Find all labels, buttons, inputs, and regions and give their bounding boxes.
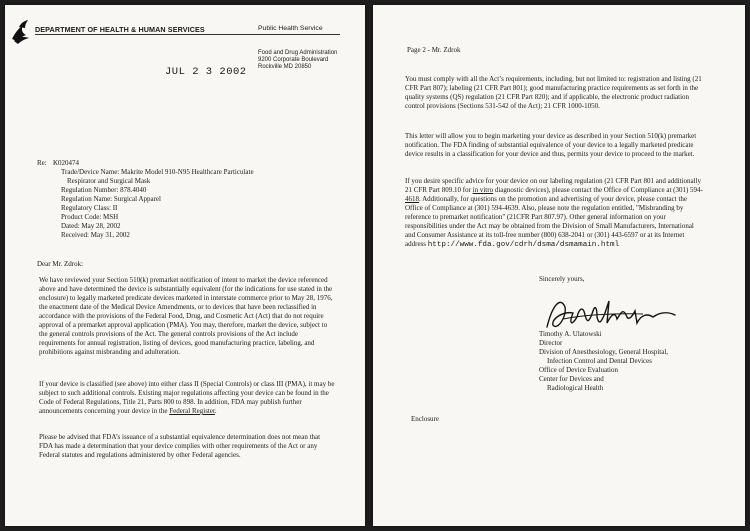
para3-text-a: If you desire specific advice for your device on our labeling regulation (21 CFR Part 801 and additionally 21 CFR Part 809.10 for xyxy=(405,177,702,194)
date-stamp: JUL 2 3 2002 xyxy=(165,66,247,78)
reference-line: Trade/Device Name: Makrite Model 910-N95 Healthcare Particulate xyxy=(61,168,254,176)
reference-line: Product Code: MSH xyxy=(61,213,119,221)
page-2-header: Page 2 - Mr. Zdrok xyxy=(407,46,461,54)
agency-address xyxy=(258,50,337,72)
reference-line: Regulation Number: 878.4040 xyxy=(61,186,147,194)
signer-center: Radiological Health xyxy=(547,384,604,392)
paragraph-2 xyxy=(39,380,335,416)
address-line: Food and Drug Administration xyxy=(258,50,338,56)
reference-line: Regulation Name: Surgical Apparel xyxy=(61,195,161,203)
signer-center: Center for Devices and xyxy=(539,375,604,383)
address-line: Rockville MD 20850 xyxy=(258,64,312,71)
hhs-eagle-logo-icon xyxy=(9,17,33,45)
header-rule xyxy=(35,34,340,35)
letter-page-2 xyxy=(373,5,745,526)
paragraph-2-text: If your device is classified (see above) into either class II (Special Controls) or class III (PMA), it may be subject to such additional controls. Existing major regulations affecting your device can be found in the Code of Federal Regulations, Title 21, Parts 800 to 898. In addition, FDA may publish further announcements concerning your device in the xyxy=(39,380,335,415)
reference-line: Regulatory Class: II xyxy=(61,204,118,212)
in-vitro-underlined: in vitro xyxy=(472,186,494,194)
phone-suffix-underlined: 4618 xyxy=(405,195,419,203)
reference-line: K020474 xyxy=(53,159,80,167)
signer-office: Office of Device Evaluation xyxy=(539,366,618,374)
signer-title: Director xyxy=(539,339,563,347)
reference-line: Respirator and Surgical Mask xyxy=(67,177,151,185)
dsma-web-link[interactable]: http://www.fda.gov/cdrh/dsma/dsmamain.html xyxy=(427,241,620,249)
signer-name: Timothy A. Ulatowski xyxy=(539,330,602,338)
para3-text-c: . Additionally, for questions on the promotion and advertising of your device, please contact the Office of Compliance at (301) 594-4639. Also, please note the regulation entitled, "Misbranding by reference to premarket notification" (21CFR Part 807.97). Other general information on your responsibilities under the Act may be obtained from the Division of Small Manufacturers, International and Consumer Assistance at its toll-free number (800) 638-2041 or (301) 443-6597 or at its Internet address xyxy=(405,195,694,248)
re-label: Re: xyxy=(37,159,47,167)
page-2-paragraph-1: You must comply with all the Act’s requirements, including, but not limited to: registration and listing (21 CFR Part 807); labeling (21 CFR Part 801); good manufacturing practice requirements as set forth in the quality systems (QS) regulation (21 CFR Part 820); and if applicable, the electronic product radiation control provisions (Sections 531-542 of the Act); 21 CFR 1000-1050. xyxy=(405,75,702,110)
signer-division: Division of Anesthesiology, General Hospital, xyxy=(539,348,669,356)
paragraph-1: We have reviewed your Section 510(k) premarket notification of intent to market the device referenced above and have determined the device is substantially equivalent (for the indications for use stated in the enclosure) to legally marketed predicate devices marketed in interstate commerce prior to May 28, 1976, the enactment date of the Medical Device Amendments, or to devices that have been reclassified in accordance with the provisions of the Federal Food, Drug, and Cosmetic Act (Act) that do not require approval of a premarket approval application (PMA). You may, therefore, market the device, subject to the general controls provisions of the Act. The general controls provisions of the Act include requirements for annual registration, listing of devices, good manufacturing practice, labeling, and prohibitions against misbranding and adulteration. xyxy=(39,276,333,356)
paragraph-2-end: . xyxy=(214,407,217,415)
signer-block xyxy=(539,330,668,393)
signer-division: Infection Control and Dental Devices xyxy=(547,357,652,365)
reference-line: Received: May 31, 2002 xyxy=(61,231,130,239)
department-heading: DEPARTMENT OF HEALTH & HUMAN SERVICES xyxy=(35,25,205,34)
salutation: Dear Mr. Zdrok: xyxy=(37,260,84,268)
page-2-paragraph-3 xyxy=(405,177,705,250)
handwritten-signature-icon xyxy=(543,293,683,335)
address-line: 9200 Corporate Boulevard xyxy=(258,57,329,64)
paragraph-3: Please be advised that FDA’s issuance of a substantial equivalence determination does not mean that FDA has made a determination that your device complies with other requirements of the Act or any Federal statutes and regulations administered by other Federal agencies. xyxy=(39,433,321,459)
service-name: Public Health Service xyxy=(258,25,323,32)
reference-line: Dated: May 28, 2002 xyxy=(61,222,121,230)
federal-register-ref: Federal Register xyxy=(169,407,215,415)
para3-text-b: diagnostic devices), please contact the Office of Compliance at (301) 594- xyxy=(493,186,703,194)
page-2-paragraph-2: This letter will allow you to begin marketing your device as described in your Section 510(k) premarket notification. The FDA finding of substantial equivalence of your device to a legally marketed predicate device results in a classification for your device and thus, permits your device to proceed to the market. xyxy=(405,132,697,158)
letter-page-1 xyxy=(5,5,365,526)
enclosure-label: Enclosure xyxy=(411,415,439,423)
closing: Sincerely yours, xyxy=(539,275,585,283)
reference-block xyxy=(53,159,254,240)
